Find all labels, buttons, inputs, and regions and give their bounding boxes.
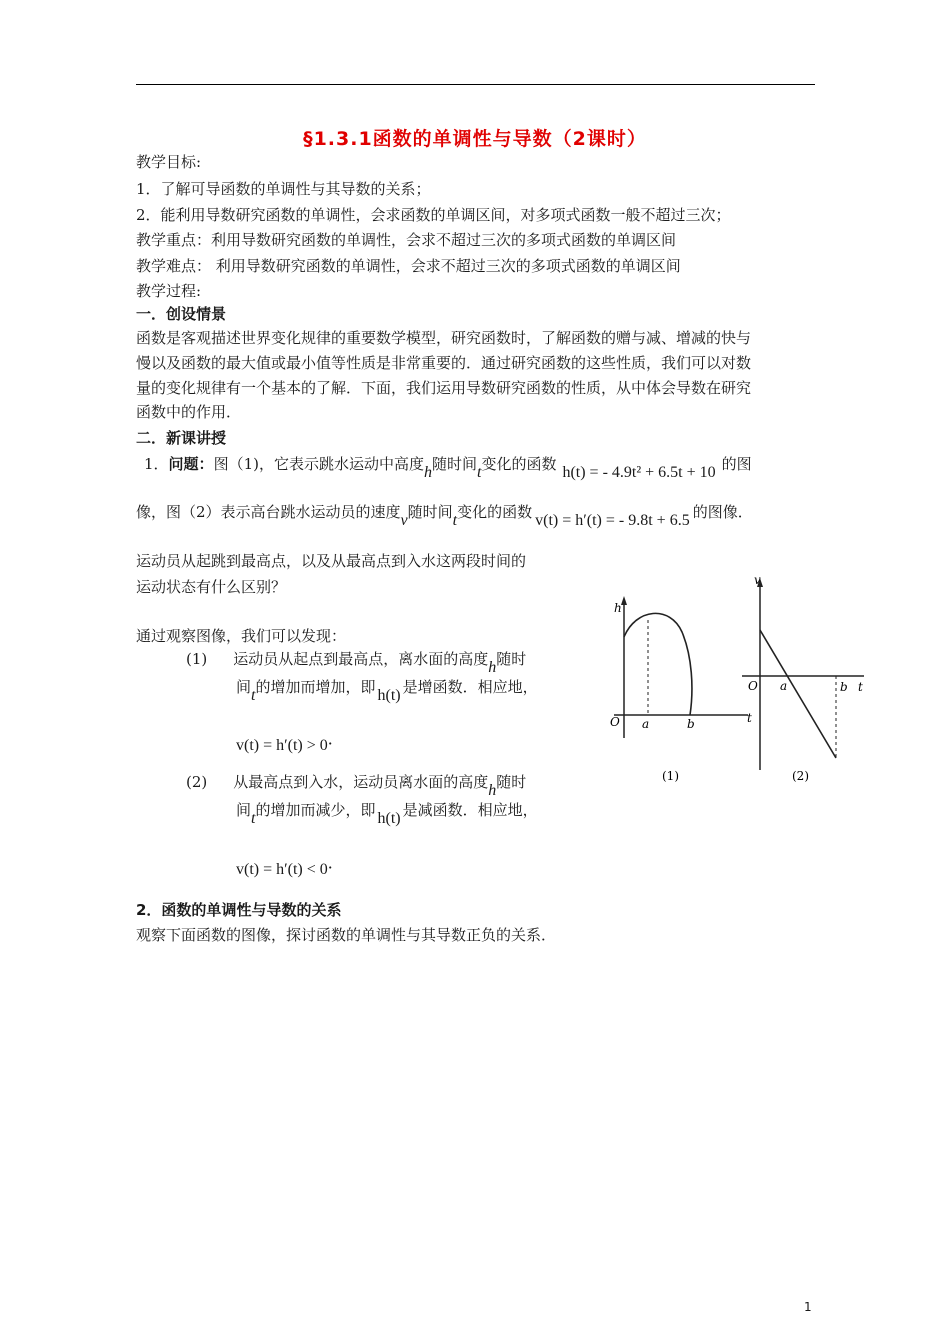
graph-2-a-label: a	[780, 679, 788, 693]
graph-1-y-arrow	[621, 596, 627, 605]
item-number: (2)	[186, 773, 208, 791]
problem-line-1	[144, 454, 752, 481]
item-number: (1)	[186, 650, 208, 668]
item-dot: ．	[327, 855, 344, 872]
problem-number: 1．	[144, 455, 169, 473]
graph-2-v-label: v	[754, 573, 761, 587]
section-2-heading: 二．新课讲授	[136, 429, 227, 447]
item-1-line-1	[186, 649, 527, 676]
subsection-2-text: 观察下面函数的图像，探讨函数的单调性与其导数正负的关系．	[136, 926, 557, 944]
graph-1-origin-label: O	[610, 715, 620, 729]
var-h: h	[488, 659, 497, 676]
var-t: t	[452, 512, 458, 529]
problem-text: 随时间	[407, 503, 453, 521]
item-text: 是增函数．相应地，	[402, 678, 538, 696]
var-h: h	[423, 464, 432, 481]
problem-text: 的图	[721, 455, 752, 473]
graph-2-caption: (2)	[792, 769, 809, 783]
graph-1-b-label: b	[687, 717, 695, 731]
var-h: h	[488, 782, 497, 799]
problem-text: 随时间	[431, 455, 477, 473]
item-text: 从最高点到入水，运动员离水面的高度	[233, 773, 489, 791]
item-2-formula	[236, 855, 344, 880]
observe-text: 通过观察图像，我们可以发现：	[136, 627, 347, 645]
item-text: 的增加而增加，即	[255, 678, 376, 696]
graph-1-t-label: t	[747, 711, 752, 725]
problem-text: 变化的函数	[457, 503, 533, 521]
item-text: 随时	[496, 650, 527, 668]
problem-label: 问题：	[168, 455, 214, 473]
diving-graphs-figure	[600, 560, 890, 820]
item-1-formula	[236, 731, 344, 756]
process-label: 教学过程:	[136, 282, 202, 300]
section-1-para-line: 函数是客观描述世界变化规律的重要数学模型，研究函数时，了解函数的赠与减、增减的快与	[136, 329, 752, 347]
velocity-positive-formula: v(t) = h′(t) > 0	[236, 737, 328, 754]
item-text: 间	[236, 801, 252, 819]
graph-1-height	[610, 596, 752, 783]
var-t: t	[251, 687, 256, 704]
question-line: 运动状态有什么区别？	[136, 578, 287, 596]
ht-expression: h(t)	[377, 810, 401, 827]
graph-2-t-label: t	[858, 680, 863, 694]
question-line: 运动员从起跳到最高点，以及从最高点到入水这两段时间的	[136, 552, 527, 570]
item-2-line-1	[186, 772, 527, 799]
var-t: t	[251, 810, 256, 827]
problem-text: 像，图（2）表示高台跳水运动员的速度	[136, 503, 401, 521]
problem-text: 图（1)，它表示跳水运动中高度	[213, 455, 424, 473]
graph-2-velocity-line	[760, 630, 836, 758]
key-point: 教学重点：利用导数研究函数的单调性，会求不超过三次的多项式函数的单调区间	[136, 231, 677, 249]
problem-text: 的图像．	[692, 503, 753, 521]
velocity-negative-formula: v(t) = h′(t) < 0	[236, 861, 328, 878]
problem-text: 变化的函数	[481, 455, 557, 473]
graph-2-origin-label: O	[748, 679, 758, 693]
graph-1-a-label: a	[642, 717, 650, 731]
subsection-2-heading: 2．函数的单调性与导数的关系	[136, 901, 342, 919]
problem-line-2	[136, 502, 753, 529]
graph-2-velocity	[742, 573, 864, 783]
ht-expression: h(t)	[377, 687, 401, 704]
goals-label: 教学目标:	[136, 153, 202, 171]
item-dot: ．	[327, 731, 344, 748]
section-1-para-line: 函数中的作用．	[136, 403, 242, 421]
section-1-para-line: 慢以及函数的最大值或最小值等性质是非常重要的．通过研究函数的这些性质，我们可以对数	[136, 354, 752, 372]
graph-1-height-curve	[624, 613, 692, 715]
graph-2-b-label: b	[840, 680, 848, 694]
item-1-line-2	[236, 677, 538, 704]
graph-1-caption: (1)	[662, 769, 679, 783]
item-text: 随时	[496, 773, 527, 791]
goal-2: 2．能利用导数研究函数的单调性，会求函数的单调区间，对多项式函数一般不超过三次；	[136, 206, 731, 224]
page-number: 1	[804, 1300, 812, 1314]
item-text: 是减函数．相应地，	[402, 801, 538, 819]
goal-1: 1．了解可导函数的单调性与其导数的关系；	[136, 180, 431, 198]
difficulty: 教学难点： 利用导数研究函数的单调性，会求不超过三次的多项式函数的单调区间	[136, 257, 681, 275]
height-formula: h(t) = - 4.9t² + 6.5t + 10	[562, 464, 716, 481]
header-rule	[136, 84, 815, 85]
graph-1-h-label: h	[614, 601, 622, 615]
section-1-heading: 一．创设情景	[136, 305, 227, 323]
var-v: v	[400, 512, 408, 529]
item-text: 运动员从起点到最高点，离水面的高度	[233, 650, 489, 668]
item-2-line-2	[236, 800, 538, 827]
page-title: §1.3.1函数的单调性与导数（2课时）	[303, 128, 647, 150]
item-text: 的增加而减少，即	[255, 801, 376, 819]
var-t: t	[476, 464, 482, 481]
item-text: 间	[236, 678, 252, 696]
section-1-para-line: 量的变化规律有一个基本的了解．下面，我们运用导数研究函数的性质，从中体会导数在研究	[136, 379, 752, 397]
velocity-formula: v(t) = h′(t) = - 9.8t + 6.5	[535, 512, 690, 529]
